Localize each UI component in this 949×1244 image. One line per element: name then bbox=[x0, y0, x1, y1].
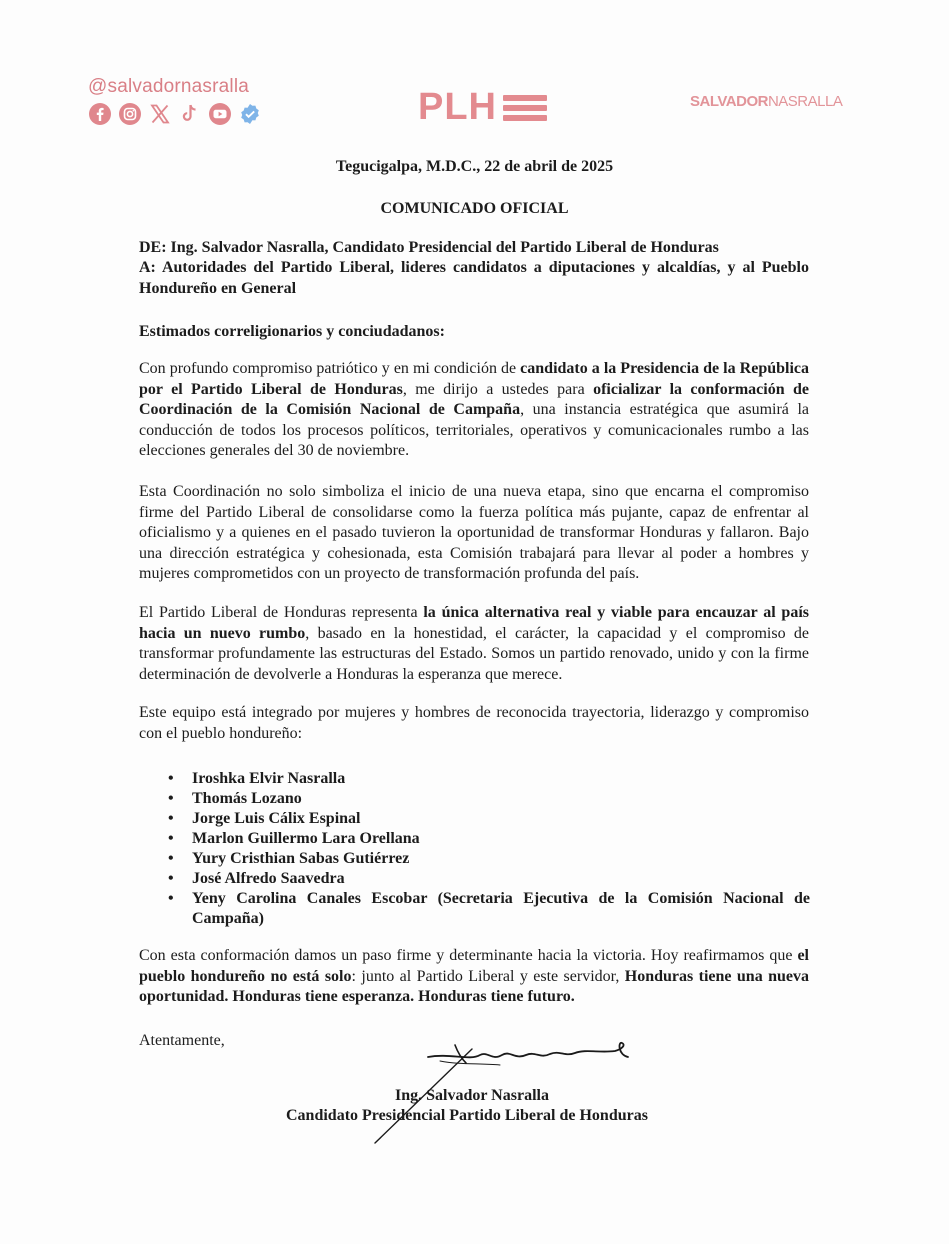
tiktok-icon bbox=[178, 102, 202, 126]
paragraph-4: Este equipo está integrado por mujeres y hombres de reconocida trayectoria, liderazgo y compromiso con el pueblo hondureño: bbox=[139, 704, 809, 742]
plh-logo-text: PLH bbox=[418, 86, 497, 128]
to-line: A: Autoridades del Partido Liberal, lideres candidatos a diputaciones y alcaldías, y al Pueblo Hondureño en General bbox=[139, 259, 809, 297]
plh-logo bbox=[418, 86, 547, 129]
closing: Atentamente, bbox=[139, 1032, 225, 1049]
p1-bold-d: oficializar la conformación de Coordinación de la Comisión Nacional de Campaña bbox=[139, 380, 809, 418]
list-item: • Iroshka Elvir Nasralla bbox=[160, 769, 810, 789]
paragraph-5 bbox=[139, 946, 809, 1008]
p1-bold-b: candidato a la Presidencia de la República por el Partido Liberal de Honduras bbox=[139, 360, 810, 398]
social-handle: @salvadornasralla bbox=[88, 76, 250, 97]
p1-text-a: Con profundo compromiso patriótico y en mi condición de bbox=[139, 360, 521, 377]
members-list bbox=[160, 769, 810, 929]
paragraph-1 bbox=[139, 359, 809, 462]
p1-text-e: , una instancia estratégica que asumirá la conducción de todos los procesos políticos, territoriales, operativos y comunicacionales rumbo a las elecciones generales del 30 de noviembre. bbox=[139, 401, 809, 459]
x-icon bbox=[148, 102, 172, 126]
p3-text-c: , basado en la honestidad, el carácter, la capacidad y el compromiso de transformar profundamente las estructuras del Estado. Somos un partido renovado, unido y con la firme determinación de devolverle a Honduras la esperanza que merece. bbox=[139, 624, 809, 683]
brand-light: NASRALLA bbox=[767, 93, 843, 110]
social-icons-row bbox=[88, 102, 262, 126]
p5-text-a: Con esta conformación damos un paso firme y determinante hacia la victoria. Hoy reafirmamos que bbox=[139, 947, 798, 964]
instagram-icon bbox=[118, 102, 142, 126]
greeting: Estimados correligionarios y conciudadanos: bbox=[139, 323, 445, 340]
from-line: DE: Ing. Salvador Nasralla, Candidato Presidencial del Partido Liberal de Honduras bbox=[139, 239, 719, 256]
youtube-icon bbox=[208, 102, 232, 126]
signer-name: Ing. Salvador Nasralla bbox=[395, 1087, 549, 1104]
paragraph-2: Esta Coordinación no solo simboliza el inicio de una nueva etapa, sino que encarna el compromiso firme del Partido Liberal de consolidarse como la fuerza política más pujante, capaz de enfrentar al oficialismo y a quienes en el pasado tuvieron la oportunidad de transformar Honduras y fallaron. Bajo una dirección estratégica y cohesionada, esta Comisión trabajará para llevar al poder a hombres y mujeres comprometidos con un proyecto de transformación profunda del país. bbox=[139, 483, 809, 582]
facebook-icon bbox=[88, 102, 112, 126]
p1-text-c: , me dirijo a ustedes para bbox=[402, 380, 594, 398]
p5-text-c: : junto al Partido Liberal y este servidor, bbox=[351, 967, 625, 985]
list-item: • Yeny Carolina Canales Escobar (Secretaria Ejecutiva de la Comisión Nacional de Campaña) bbox=[160, 889, 810, 929]
paragraph-3 bbox=[139, 603, 809, 685]
p5-bold-b: el pueblo hondureño no está solo bbox=[139, 947, 809, 985]
brand-wordmark bbox=[690, 93, 842, 110]
list-item: • José Alfredo Saavedra bbox=[160, 869, 810, 889]
document-date bbox=[0, 158, 949, 176]
brand-bold: SALVADOR bbox=[690, 93, 768, 110]
signer-role: Candidato Presidencial Partido Liberal de Honduras bbox=[286, 1107, 648, 1124]
date-text: Tegucigalpa, M.D.C., 22 de abril de 2025 bbox=[335, 158, 614, 175]
list-item: • Jorge Luis Cálix Espinal bbox=[160, 809, 810, 829]
list-item: • Yury Cristhian Sabas Gutiérrez bbox=[160, 849, 810, 869]
p5-bold-d: Honduras tiene una nueva oportunidad. Honduras tiene esperanza. Honduras tiene futuro. bbox=[139, 967, 810, 1005]
list-item: • Thomás Lozano bbox=[160, 789, 810, 809]
p3-bold-b: la única alternativa real y viable para encauzar al país hacia un nuevo rumbo bbox=[139, 604, 809, 642]
flag-stripes-icon bbox=[503, 95, 547, 121]
verified-icon bbox=[238, 102, 262, 126]
p3-text-a: El Partido Liberal de Honduras representa bbox=[139, 604, 424, 621]
list-item: • Marlon Guillermo Lara Orellana bbox=[160, 829, 810, 849]
document-title: COMUNICADO OFICIAL bbox=[380, 200, 569, 217]
